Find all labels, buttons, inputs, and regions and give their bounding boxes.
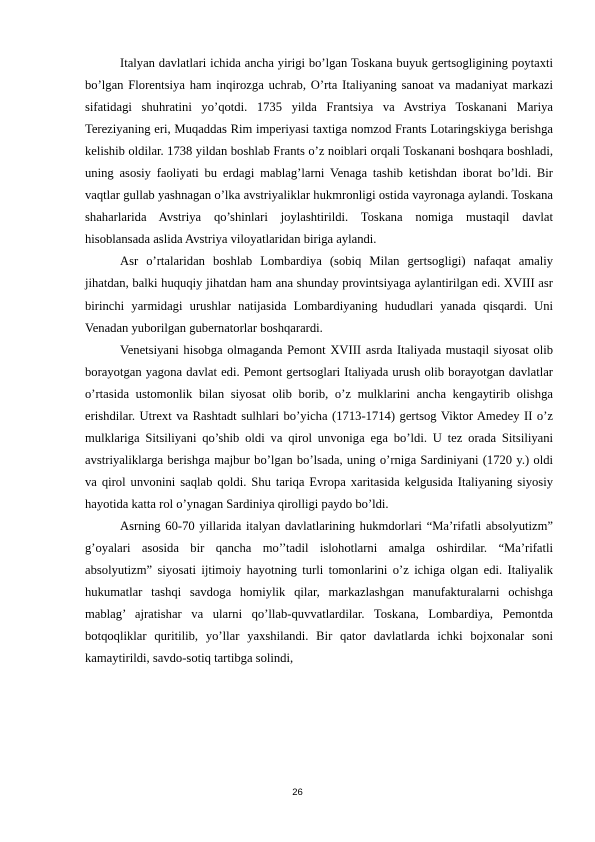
page-number: 26: [292, 787, 303, 798]
page-body: [85, 52, 553, 669]
paragraph-absolyutizm: Asrning 60-70 yillarida italyan davlatlarining hukmdorlari “Ma’rifatli absolyutizm” g’oyalari asosida bir qancha mo’’tadil islohotlarni amalga oshirdilar. “Ma’rifatli absolyutizm” siyosati ijtimoiy hayotning turli tomonlarini o’z ichiga olgan edi. Italiyalik hukumatlar tashqi savdoga homiylik qilar, markazlashgan manufakturalarni ochishga mablag’ ajratishar va ularni qo’llab-quvvatlardilar. Toskana, Lombardiya, Pemontda botqoqliklar quritilib, yo’llar yaxshilandi. Bir qator davlatlarda ichki bojxonalar soni kamaytirildi, savdo-sotiq tartibga solindi,: [85, 518, 553, 666]
paragraph-pemont: Venetsiyani hisobga olmaganda Pemont XVIII asrda Italiyada mustaqil siyosat olib borayotgan yagona davlat edi. Pemont gertsoglari Italiyada urush olib borayotgan davlatlar o’rtasida ustomonlik bilan siyosat olib borib, o’z mulklarini ancha kengaytirib olishga erishdilar. Utrext va Rashtadt sulhlari bo’yicha (1713-1714) gertsog Viktor Amedey II o’z mulklariga Sitsiliyani qo’shib oldi va qirol unvoniga ega bo’ldi. U tez orada Sitsiliyani avstriyaliklarga berishga majbur bo’lgan bo’lsada, uning o’rniga Sardiniyani (1720 y.) oldi va qirol unvonini saqlab qoldi. Shu tariqa Evropa xaritasida kelgusida Italiyaning siyosiy hayotida katta rol o’ynagan Sardiniya qirolligi paydo bo’ldi.: [85, 342, 553, 511]
paragraph-toskana: Italyan davlatlari ichida ancha yirigi bo’lgan Toskana buyuk gertsogligining poytaxti bo’lgan Florentsiya ham inqirozga uchrab, O’rta Italiyaning sanoat va madaniyat markazi sifatidagi shuhratini yo’qotdi. 1735 yilda Frantsiya va Avstriya Toskanani Mariya Tereziyaning eri, Muqaddas Rim imperiyasi taxtiga nomzod Frants Lotaringskiyga berishga kelishib oldilar. 1738 yildan boshlab Frants o’z noiblari orqali Toskanani boshqara boshladi, uning asosiy faoliyati bu erdagi mablag’larni Venaga tashib ketishdan iborat bo’ldi. Bir vaqtlar gullab yashnagan o’lka avstriyaliklar hukmronligi ostida vayronaga aylandi. Toskana shaharlarida Avstriya qo’shinlari joylashtirildi. Toskana nomiga mustaqil davlat hisoblansada aslida Avstriya viloyatlaridan biriga aylandi.: [85, 56, 553, 247]
paragraph-lombardiya: Asr o’rtalaridan boshlab Lombardiya (sobiq Milan gertsogligi) nafaqat amaliy jihatdan, balki huquqiy jihatdan ham ana shunday provintsiyaga aylantirilgan edi. XVIII asr birinchi yarmidagi urushlar natijasida Lombardiyaning hududlari yanada qisqardi. Uni Venadan yuborilgan gubernatorlar boshqarardi.: [85, 254, 553, 335]
